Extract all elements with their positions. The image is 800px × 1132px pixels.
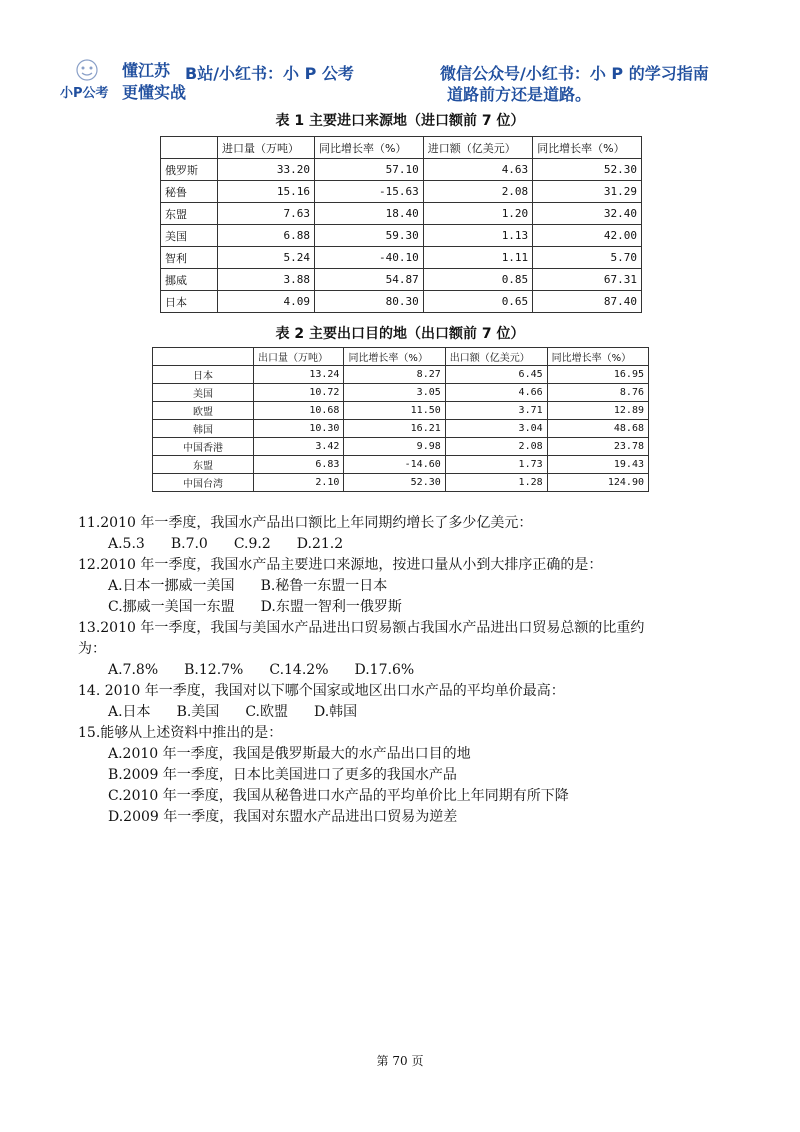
value-cell: 10.72	[254, 384, 344, 402]
country-cell: 日本	[153, 366, 254, 384]
table-row	[153, 402, 649, 420]
option: A.7.8%	[108, 662, 159, 678]
value-cell: 2.08	[423, 181, 532, 203]
country-cell: 东盟	[153, 456, 254, 474]
table-row	[161, 225, 642, 247]
value-cell: 80.30	[315, 291, 424, 313]
value-cell: -14.60	[344, 456, 445, 474]
value-cell: 1.20	[423, 203, 532, 225]
value-cell: 11.50	[344, 402, 445, 420]
country-cell: 挪威	[161, 269, 218, 291]
table-header-cell: 同比增长率（%）	[533, 137, 642, 159]
value-cell: 31.29	[533, 181, 642, 203]
option: D.韩国	[313, 704, 358, 720]
value-cell: 18.40	[315, 203, 424, 225]
value-cell: 59.30	[315, 225, 424, 247]
value-cell: 4.63	[423, 159, 532, 181]
question-15-stem: 15.能够从上述资料中推出的是：	[78, 725, 283, 741]
brand-line1: 懂江苏	[122, 61, 171, 80]
question-12-options-line2	[78, 597, 738, 618]
value-cell: 42.00	[533, 225, 642, 247]
question-11-options	[78, 534, 738, 555]
value-cell: 3.88	[218, 269, 315, 291]
value-cell: 6.83	[254, 456, 344, 474]
country-cell: 秘鲁	[161, 181, 218, 203]
option: D.东盟一智利一俄罗斯	[260, 599, 402, 615]
logo-icon	[72, 58, 102, 82]
value-cell: 8.76	[547, 384, 648, 402]
table-row	[153, 384, 649, 402]
value-cell: 54.87	[315, 269, 424, 291]
table-row	[153, 438, 649, 456]
table-header-cell: 出口额（亿美元）	[445, 348, 547, 366]
option: A.5.3	[108, 536, 145, 552]
table-row	[153, 366, 649, 384]
value-cell: -15.63	[315, 181, 424, 203]
question-12-options-line1	[78, 576, 738, 597]
table-header-cell	[161, 137, 218, 159]
value-cell: 33.20	[218, 159, 315, 181]
value-cell: 4.66	[445, 384, 547, 402]
table-header-row	[153, 348, 649, 366]
option: C.挪威一美国一东盟	[108, 599, 235, 615]
value-cell: 7.63	[218, 203, 315, 225]
page-number: 第 70 页	[376, 1054, 424, 1068]
option: B.7.0	[170, 536, 208, 552]
value-cell: 2.10	[254, 474, 344, 492]
country-cell: 美国	[153, 384, 254, 402]
question-list	[78, 513, 738, 828]
question-13-stem-cont: 为：	[78, 641, 106, 657]
table-header-cell: 同比增长率（%）	[547, 348, 648, 366]
value-cell: 48.68	[547, 420, 648, 438]
country-cell: 中国香港	[153, 438, 254, 456]
value-cell: 15.16	[218, 181, 315, 203]
country-cell: 美国	[161, 225, 218, 247]
value-cell: 3.42	[254, 438, 344, 456]
table-header-row	[161, 137, 642, 159]
value-cell: 124.90	[547, 474, 648, 492]
value-cell: 16.95	[547, 366, 648, 384]
value-cell: 10.30	[254, 420, 344, 438]
value-cell: 16.21	[344, 420, 445, 438]
question-11-stem: 11.2010 年一季度，我国水产品出口额比上年同期约增长了多少亿美元：	[78, 515, 533, 531]
question-14-options	[78, 702, 738, 723]
value-cell: 3.04	[445, 420, 547, 438]
table-row	[161, 291, 642, 313]
table-header-cell	[153, 348, 254, 366]
value-cell: 32.40	[533, 203, 642, 225]
table-row	[161, 203, 642, 225]
value-cell: 1.28	[445, 474, 547, 492]
import-table	[160, 136, 642, 313]
value-cell: 87.40	[533, 291, 642, 313]
table-row	[153, 420, 649, 438]
table-row	[153, 456, 649, 474]
table-header-cell: 进口量（万吨）	[218, 137, 315, 159]
value-cell: 67.31	[533, 269, 642, 291]
value-cell: 6.45	[445, 366, 547, 384]
value-cell: 19.43	[547, 456, 648, 474]
value-cell: 8.27	[344, 366, 445, 384]
export-table	[152, 347, 649, 492]
option: A.2010 年一季度，我国是俄罗斯最大的水产品出口目的地	[108, 746, 471, 762]
value-cell: 3.05	[344, 384, 445, 402]
value-cell: 13.24	[254, 366, 344, 384]
table-row	[161, 247, 642, 269]
question-12-stem: 12.2010 年一季度，我国水产品主要进口来源地，按进口量从小到大排序正确的是：	[78, 557, 603, 573]
option: C.14.2%	[269, 662, 329, 678]
country-cell: 韩国	[153, 420, 254, 438]
logo-text: 小P公考	[60, 86, 109, 101]
option: B.美国	[176, 704, 220, 720]
table2-caption: 表 2 主要出口目的地（出口额前 7 位）	[275, 326, 525, 342]
table-row	[161, 159, 642, 181]
option: D.21.2	[296, 536, 344, 552]
value-cell: 1.11	[423, 247, 532, 269]
value-cell: 0.85	[423, 269, 532, 291]
value-cell: 0.65	[423, 291, 532, 313]
value-cell: -40.10	[315, 247, 424, 269]
value-cell: 52.30	[533, 159, 642, 181]
country-cell: 中国台湾	[153, 474, 254, 492]
value-cell: 1.13	[423, 225, 532, 247]
question-14-stem: 14. 2010 年一季度，我国对以下哪个国家或地区出口水产品的平均单价最高：	[78, 683, 565, 699]
value-cell: 57.10	[315, 159, 424, 181]
value-cell: 3.71	[445, 402, 547, 420]
slogan: 道路前方还是道路。	[447, 85, 592, 104]
value-cell: 6.88	[218, 225, 315, 247]
option: C.2010 年一季度，我国从秘鲁进口水产品的平均单价比上年同期有所下降	[108, 788, 569, 804]
option: B.12.7%	[184, 662, 244, 678]
bilibili-handle: B站/小红书：小 P 公考	[185, 64, 354, 83]
country-cell: 俄罗斯	[161, 159, 218, 181]
question-13-stem: 13.2010 年一季度，我国与美国水产品进出口贸易额占我国水产品进出口贸易总额的比重约	[78, 620, 645, 636]
value-cell: 12.89	[547, 402, 648, 420]
option: A.日本	[108, 704, 151, 720]
value-cell: 23.78	[547, 438, 648, 456]
option: B.2009 年一季度，日本比美国进口了更多的我国水产品	[108, 767, 457, 783]
table-row	[153, 474, 649, 492]
country-cell: 东盟	[161, 203, 218, 225]
option: C.欧盟	[245, 704, 288, 720]
wechat-handle: 微信公众号/小红书：小 P 的学习指南	[440, 64, 709, 83]
country-cell: 日本	[161, 291, 218, 313]
value-cell: 4.09	[218, 291, 315, 313]
question-13-options	[78, 660, 738, 681]
value-cell: 10.68	[254, 402, 344, 420]
country-cell: 智利	[161, 247, 218, 269]
option: A.日本一挪威一美国	[108, 578, 235, 594]
value-cell: 5.70	[533, 247, 642, 269]
table-row	[161, 269, 642, 291]
value-cell: 52.30	[344, 474, 445, 492]
value-cell: 5.24	[218, 247, 315, 269]
table-header-cell: 进口额（亿美元）	[423, 137, 532, 159]
option: B.秘鲁一东盟一日本	[260, 578, 388, 594]
table1-caption: 表 1 主要进口来源地（进口额前 7 位）	[275, 113, 525, 129]
value-cell: 9.98	[344, 438, 445, 456]
table-header-cell: 出口量（万吨）	[254, 348, 344, 366]
option: D.17.6%	[354, 662, 415, 678]
option: D.2009 年一季度，我国对东盟水产品进出口贸易为逆差	[108, 809, 458, 825]
brand-line2: 更懂实战	[122, 83, 187, 102]
value-cell: 1.73	[445, 456, 547, 474]
table-header-cell: 同比增长率（%）	[315, 137, 424, 159]
country-cell: 欧盟	[153, 402, 254, 420]
value-cell: 2.08	[445, 438, 547, 456]
table-header-cell: 同比增长率（%）	[344, 348, 445, 366]
option: C.9.2	[233, 536, 271, 552]
table-row	[161, 181, 642, 203]
